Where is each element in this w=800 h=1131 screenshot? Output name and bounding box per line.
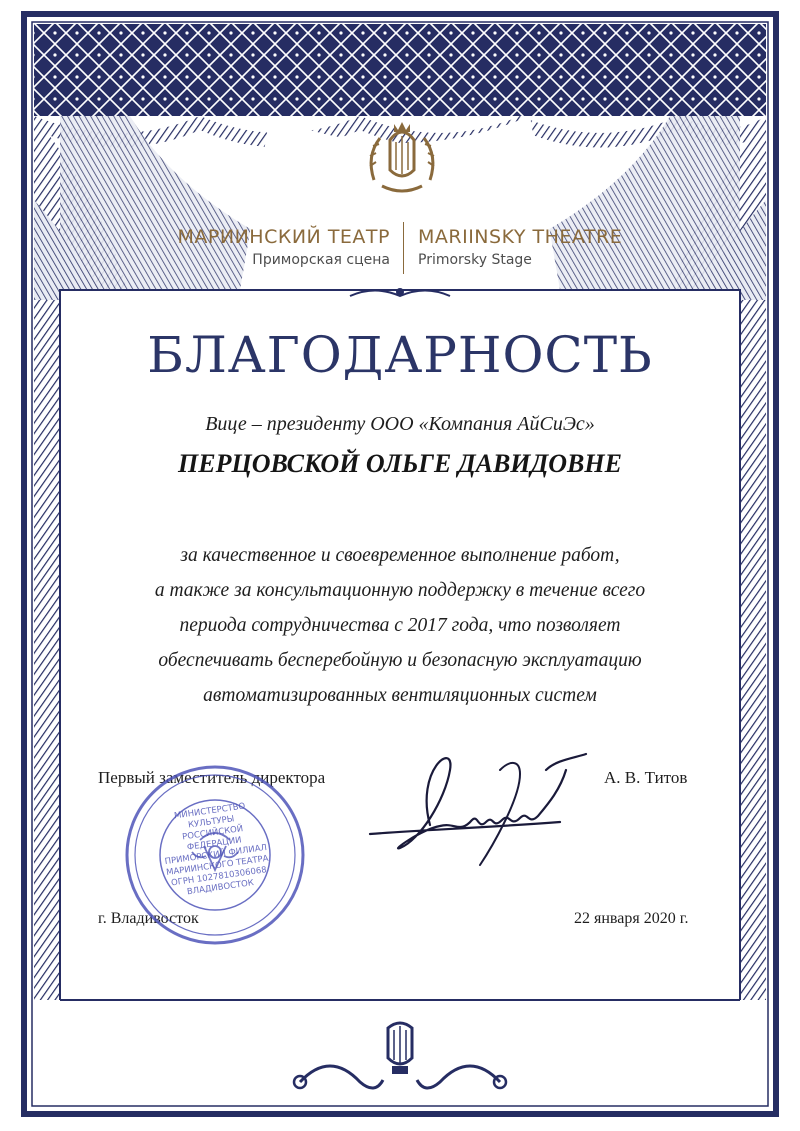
gratitude-line: за качественное и своевременное выполнение работ, — [180, 545, 620, 566]
gratitude-line: обеспечивать бесперебойную и безопасную эксплуатацию — [158, 650, 642, 671]
city: г. Владивосток — [98, 910, 199, 927]
signer-name: А. В. Титов — [604, 768, 688, 787]
lyre-icon — [383, 1020, 417, 1078]
gratitude-line: а также за консультационную поддержку в течение всего — [154, 580, 646, 601]
gratitude-line: автоматизированных вентиляционных систем — [203, 685, 597, 706]
brand-divider — [403, 222, 404, 274]
handwritten-signature — [360, 730, 600, 880]
recipient-position: Вице – президенту ООО «Компания АйСиЭс» — [205, 413, 595, 435]
gratitude-text — [120, 538, 680, 713]
theatre-name-ru: МАРИИНСКИЙ ТЕАТР — [177, 226, 390, 248]
theatre-name-en: MARIINSKY THEATRE — [418, 226, 623, 248]
theatre-stage-ru: Приморская сцена — [252, 252, 390, 268]
recipient-name: ПЕРЦОВСКОЙ ОЛЬГЕ ДАВИДОВНЕ — [178, 449, 622, 478]
lyre-crest-icon — [360, 120, 444, 200]
signer-position: Первый заместитель директора — [98, 768, 326, 787]
document-title: БЛАГОДАРНОСТЬ — [147, 326, 653, 384]
gratitude-line: периода сотрудничества с 2017 года, что позволяет — [179, 615, 621, 636]
seal-text: МИНИСТЕРСТВО КУЛЬТУРЫ РОССИЙСКОЙ ФЕДЕРАЦИИ ПРИМОРСКИЙ ФИЛИАЛ МАРИИНСКОГО ТЕАТРА ОГРН 1027810306068 ВЛАДИВОСТОК — [164, 801, 270, 898]
theatre-stage-en: Primorsky Stage — [418, 252, 532, 268]
date: 22 января 2020 г. — [574, 910, 689, 927]
